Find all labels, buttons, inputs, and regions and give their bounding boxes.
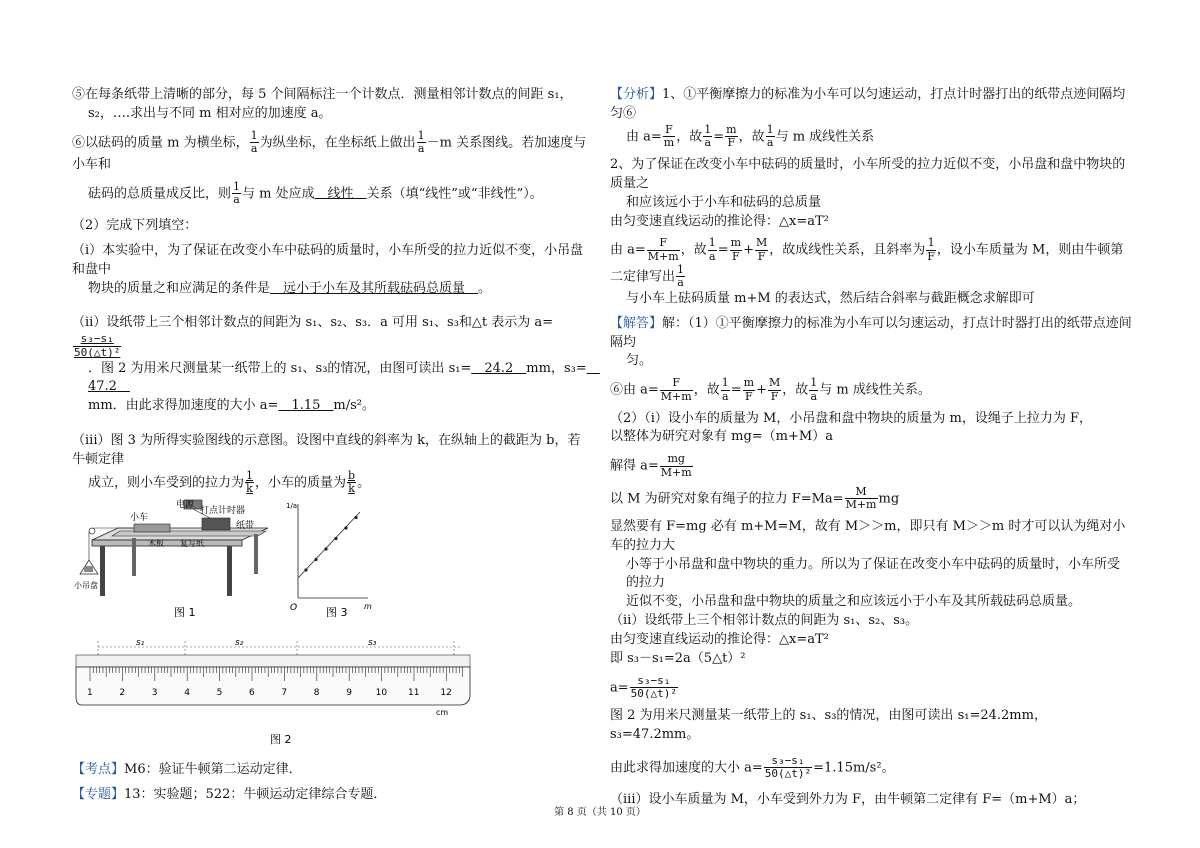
paper-tape — [76, 655, 470, 667]
q3-line2: 成立，则小车受到的拉力为 $\frac{1}{k}$ ，小车的质量为 $\frac{b}{k}$ 。 — [88, 468, 371, 496]
jieda-line1: 【解答】解：（1）①平衡摩擦力的标准为小车可以匀速运动，打点计时器打出的纸带点迹间隔均 — [610, 315, 1132, 350]
data-point — [314, 558, 317, 561]
sol2-tension: 以 M 为研究对象有绳子的拉力 F=Ma= $\frac{M}{M+m}$ mg — [610, 484, 900, 512]
answer-linear: 线性 — [314, 186, 367, 202]
label-pan: 小吊盘 — [74, 581, 98, 591]
y-axis-label: 1/a — [286, 502, 298, 511]
figure-1-and-3 — [72, 498, 592, 633]
fenxi-2-line1: 2、为了保证在改变小车中砝码的质量时，小车所受的拉力近似不变，小吊盘和盘中物块的质量之 — [610, 156, 1126, 191]
label-s1: s₁ — [136, 638, 145, 649]
step5-line1: ⑤在每条纸带上清晰的部分，每 5 个间隔标注一个计数点．测量相邻计数点的间距 s₁， — [72, 87, 573, 102]
q1-line2: 物块的质量之和应满足的条件是 远小于小车及其所载砝码总质量 。 — [88, 280, 492, 296]
timer — [202, 518, 230, 530]
sol-ii-result: 由此求得加速度的大小 a= $\frac{\text{s₃−s₁}}{\text{50(△t)²}}$ =1.15m/s²。 — [610, 753, 895, 781]
answer-s3: 47.2 — [88, 360, 600, 395]
pulley — [89, 528, 95, 534]
ruler-number: 2 — [119, 688, 126, 699]
sol2-line2: 以整体为研究对象有 mg=（m+M）a — [610, 429, 833, 445]
x-axis-label: m — [364, 602, 372, 612]
data-point — [344, 526, 347, 529]
q2-line3: mm．由此求得加速度的大小 a= 1.15 m/s²。 — [88, 398, 375, 414]
jieda-line2: 匀。 — [626, 353, 653, 369]
fenxi-line2: 由 a= $\frac{F}{m}$ ，故 $\frac{1}{a}$ = $\frac{m}{F}$ ，故 $\frac{1}{a}$ 与 m 成线性关系 — [626, 122, 875, 150]
kaodian: 【考点】M6：验证牛顿第二运动定律． — [72, 762, 302, 778]
label-power: 电源 — [176, 500, 195, 511]
ruler-number: 7 — [281, 688, 288, 699]
answer-a-formula: $\frac{\text{s₃−s₁}}{\text{50(△t)²}}$ — [74, 332, 121, 359]
sol-ii-line2: 由匀变速直线运动的推论得：△x=aT² — [610, 631, 829, 647]
fraction-one-over-a: $\frac{1}{a}$ — [417, 128, 425, 156]
ruler-number: 3 — [151, 688, 158, 699]
kaodian-tag: 【考点】 — [72, 762, 125, 778]
answer-force: $\frac{1}{k}$ — [246, 468, 254, 496]
label-carbon-paper: 复写纸 — [180, 539, 204, 549]
sol-ii-read: 图 2 为用米尺测量某一纸带上的 s₁、s₃的情况，由图可读出 s₁=24.2mm，s₃=47.2mm。 — [610, 707, 1047, 742]
table-leg — [254, 534, 258, 574]
sol6-line: ⑥由 a= $\frac{F}{M+m}$ ，故 $\frac{1}{a}$ = $\frac{m}{F}$ + $\frac{M}{F}$ ，故 $\frac{1}{a}$ 与 m 成线性关系。 — [610, 376, 931, 403]
sol-iii: （iii）设小车质量为 M，小车受到外力为 F，由牛顿第二定律有 F=（m+M）a； — [610, 791, 1086, 807]
data-point — [324, 547, 327, 550]
zhuanti-tag: 【专题】 — [72, 786, 125, 802]
ruler-number: 1 — [87, 688, 93, 699]
ruler-number: 11 — [408, 688, 420, 699]
label-tape: 纸带 — [236, 521, 255, 532]
fit-line — [298, 512, 360, 578]
answer-mass: $\frac{b}{k}$ — [348, 468, 356, 496]
fenxi-2-line2: 和应该远小于小车和砝码的总质量 — [626, 194, 822, 210]
sol-ii-line3: 即 s₃－s₁=2a（5△t）² — [610, 650, 746, 666]
right-column — [610, 86, 1132, 810]
mix-line2: 与小车上砝码质量 m+M 的表达式，然后结合斜率与截距概念求解即可 — [626, 290, 1035, 306]
figure-3-graph — [286, 502, 372, 619]
origin-label: O — [290, 603, 298, 614]
q2-line1: （ii）设纸带上三个相邻计数点的间距为 s₁、s₂、s₃．a 可用 s₁、s₃和△t 表示为 a= $\frac{\text{s₃−s₁}}{\text{50(△t)²}}$ — [72, 315, 554, 359]
page-footer: 第 8 页（共 10 页） — [554, 807, 646, 818]
ruler-number: 12 — [440, 688, 452, 699]
data-point — [304, 568, 307, 571]
figure-2-ruler — [72, 633, 472, 751]
fenxi-line1: 【分析】1、①平衡摩擦力的标准为小车可以匀速运动，打点计时器打出的纸带点迹间隔均匀⑥ — [610, 87, 1126, 121]
fraction-one-over-a: $\frac{1}{a}$ — [250, 128, 258, 156]
jieda-tag: 【解答】 — [610, 315, 663, 331]
label-cart: 小车 — [130, 513, 149, 524]
ruler-unit: cm — [436, 708, 449, 718]
ruler-number: 4 — [184, 688, 190, 699]
zhuanti: 【专题】13：实验题；522：牛顿运动定律综合专题． — [72, 786, 387, 802]
answer-acceleration: 1.15 — [278, 398, 334, 414]
ruler-number: 9 — [346, 688, 352, 699]
step6-line2: 砝码的总质量成反比，则 $\frac{1}{a}$ 与 m 处应成 线性 关系（填“线性”或“非线性”）。 — [88, 179, 543, 207]
table-edge — [92, 539, 242, 549]
ruler-number: 6 — [249, 688, 255, 699]
step6-line1: ⑥以砝码的质量 m 为横坐标， $\frac{1}{a}$ 为纵坐标，在坐标纸上做出 $\frac{1}{a}$ －m 关系图线。若加速度与小车和 — [72, 128, 587, 172]
figure-3-caption: 图 3 — [326, 606, 348, 620]
table-leg — [227, 546, 232, 596]
table-leg — [132, 538, 136, 576]
label-s2: s₂ — [235, 638, 244, 649]
sol2-line1: （2）（i）设小车的质量为 M，小吊盘和盘中物块的质量为 m，设绳子上拉力为 F， — [610, 410, 1092, 426]
cart — [134, 524, 170, 532]
ruler-number: 8 — [313, 688, 320, 699]
figure-1-caption: 图 1 — [174, 606, 196, 620]
sol-ii-line1: （ii）设纸带上三个相邻计数点的间距为 s₁、s₂、s₃。 — [610, 613, 919, 629]
answer-s1: 24.2 — [471, 360, 527, 376]
q3-line1: （iii）图 3 为所得实验图线的示意图。设图中直线的斜率为 k，在纵轴上的截距为 b，若牛顿定律 — [72, 433, 581, 467]
figure-2-caption: 图 2 — [270, 733, 292, 747]
figure-1-apparatus — [74, 498, 268, 619]
derive-line: 由匀变速直线运动的推论得：△x=aT² — [610, 213, 829, 229]
step5-line2: s₂，….求出与不同 m 相对应的加速度 a。 — [88, 105, 332, 121]
sol2-exp2: 小等于小吊盘和盘中物块的重力。所以为了保证在改变小车中砝码的质量时，小车所受的拉力 — [626, 556, 1121, 591]
answer-condition: 远小于小车及其所载砝码总质量 — [270, 280, 479, 296]
data-point — [354, 516, 357, 519]
q1-line1: （i）本实验中，为了保证在改变小车中砝码的质量时，小车所受的拉力近似不变，小吊盘和盘中 — [72, 242, 584, 277]
part2-title: （2）完成下列填空： — [72, 218, 198, 234]
sol-ii-formula: a= $\frac{\text{s₃−s₁}}{\text{50(△t)²}}$ — [610, 673, 678, 701]
ruler-number: 5 — [216, 688, 223, 699]
table-leg — [100, 546, 105, 596]
q2-line2: ．图 2 为用米尺测量某一纸带上的 s₁、s₃的情况，由图可读出 s₁= 24.2 mm，s₃= 47.2 — [88, 360, 600, 395]
label-board: 木板 — [148, 539, 164, 549]
mix-line1: 由 a= $\frac{F}{M+m}$ ，故 $\frac{1}{a}$ = $\frac{m}{F}$ + $\frac{M}{F}$ ，故成线性关系，且斜率为 $\frac{1}{F}$ ，设小车质量为 M，则由牛顿第二定律写出 $\frac{1}{a}$ — [610, 236, 1124, 290]
fenxi-tag: 【分析】 — [610, 87, 663, 102]
label-timer: 打点计时器 — [200, 506, 246, 517]
sol2-exp3: 近似不变，小吊盘和盘中物块的质量之和应该远小于小车及其所载砝码总质量。 — [626, 594, 1082, 610]
ruler-number: 10 — [375, 688, 388, 699]
sol2-exp1: 显然要有 F=mg 必有 m+M=M，故有 M＞＞m，即只有 M＞＞m 时才可以认为绳对小车的拉力大 — [610, 518, 1126, 553]
fraction-one-over-a: $\frac{1}{a}$ — [233, 179, 241, 207]
data-point — [334, 537, 337, 540]
sol2-solve: 解得 a= $\frac{mg}{M+m}$ — [610, 452, 692, 479]
left-column — [72, 86, 600, 805]
label-s3: s₃ — [368, 638, 377, 649]
